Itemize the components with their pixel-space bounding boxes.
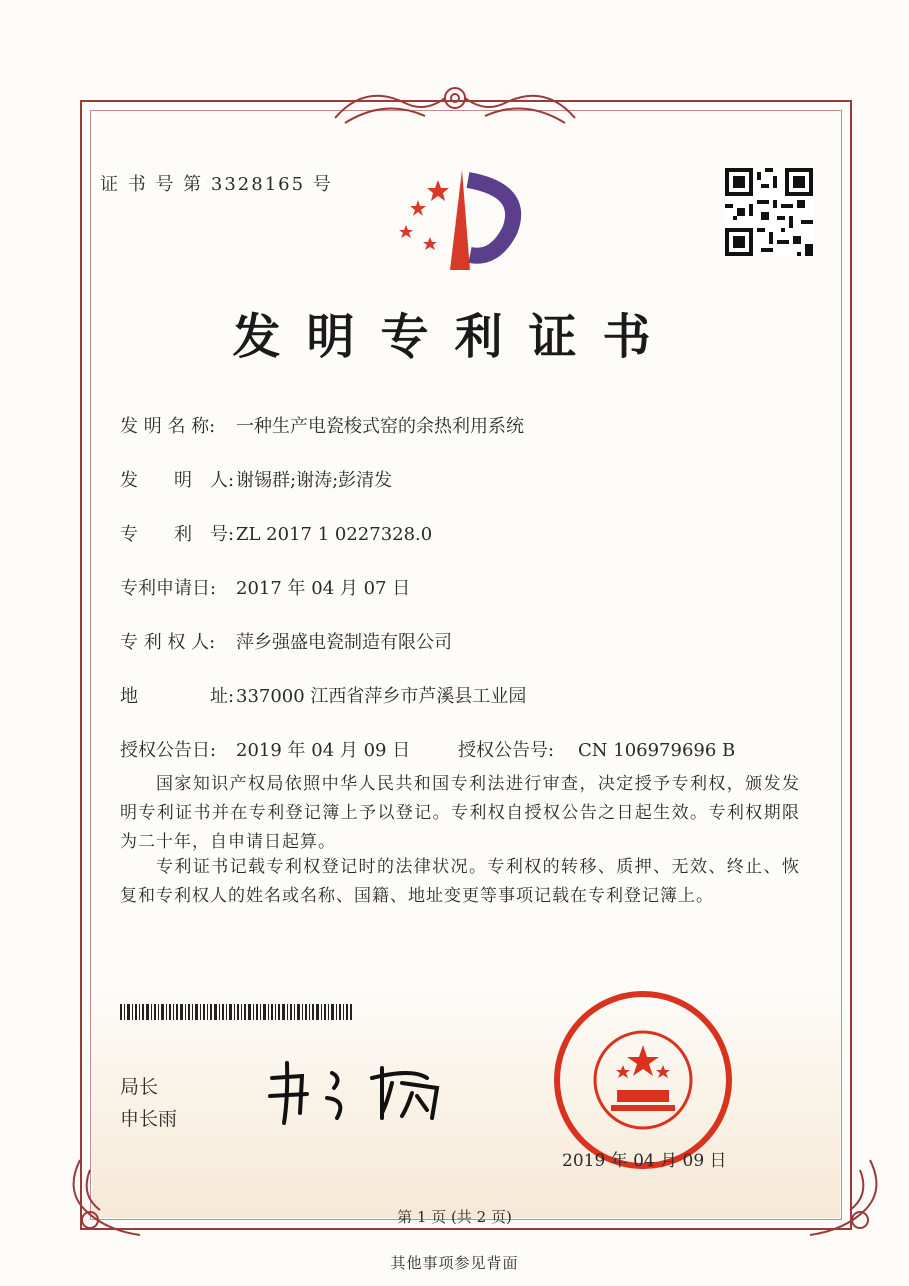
qr-code-icon — [725, 168, 813, 256]
patentee-label: 专 利 权 人: — [120, 632, 216, 653]
bottom-right-ornament — [790, 1150, 890, 1250]
patentee-value: 萍乡强盛电瓷制造有限公司 — [236, 632, 452, 653]
cnipa-logo-icon — [390, 165, 530, 275]
filing-date-label: 专利申请日: — [120, 578, 217, 599]
field-invention-name — [120, 412, 524, 438]
certificate-title: 发明专利证书 — [232, 309, 677, 365]
field-filing-date — [120, 574, 410, 600]
statement-paragraph-2: 专利证书记载专利权登记时的法律状况。专利权的转移、质押、无效、终止、恢复和专利权人的姓名或名称、国籍、地址变更等事项记载在专利登记簿上。 — [120, 857, 800, 906]
field-grant-date — [120, 736, 410, 762]
grant-publication-number-label: 授权公告号: — [458, 740, 555, 761]
certificate-number: 证 书 号 第 3328165 号 — [100, 174, 333, 195]
patent-number-value: ZL 2017 1 0227328.0 — [236, 524, 433, 545]
address-label: 地 址: — [120, 686, 235, 707]
page-indicator: 第 1 页 (共 2 页) — [397, 1208, 512, 1226]
statement-paragraph-1: 国家知识产权局依照中华人民共和国专利法进行审查，决定授予专利权，颁发发明专利证书并在专利登记簿上予以登记。专利权自授权公告之日起生效。专利权期限为二十年，自申请日起算。 — [120, 774, 800, 852]
seal-date: 2019 年 04 月 09 日 — [562, 1151, 727, 1171]
barcode-icon — [120, 1004, 352, 1020]
grant-date-label: 授权公告日: — [120, 740, 217, 761]
field-grant-publication-number — [458, 736, 735, 762]
top-ornament — [325, 78, 585, 130]
patent-number-label: 专 利 号: — [120, 524, 235, 545]
field-patent-number — [120, 520, 432, 546]
invention-name-label: 发 明 名 称: — [120, 416, 216, 437]
grant-publication-number-value: CN 106979696 B — [578, 740, 736, 761]
director-name: 申长雨 — [120, 1108, 178, 1130]
inventor-value: 谢锡群;谢涛;彭清发 — [236, 470, 393, 491]
inventor-label: 发 明 人: — [120, 470, 235, 491]
grant-date-value: 2019 年 04 月 09 日 — [236, 740, 411, 761]
field-inventor — [120, 466, 392, 492]
address-value: 337000 江西省萍乡市芦溪县工业园 — [236, 686, 527, 707]
field-patentee — [120, 628, 452, 654]
director-title: 局长 — [120, 1076, 159, 1098]
invention-name-value: 一种生产电瓷梭式窑的余热利用系统 — [236, 416, 524, 437]
filing-date-value: 2017 年 04 月 07 日 — [236, 578, 411, 599]
field-address — [120, 682, 526, 708]
director-signature — [262, 1058, 462, 1128]
bottom-left-ornament — [60, 1150, 160, 1250]
footer-note: 其他事项参见背面 — [390, 1254, 519, 1272]
